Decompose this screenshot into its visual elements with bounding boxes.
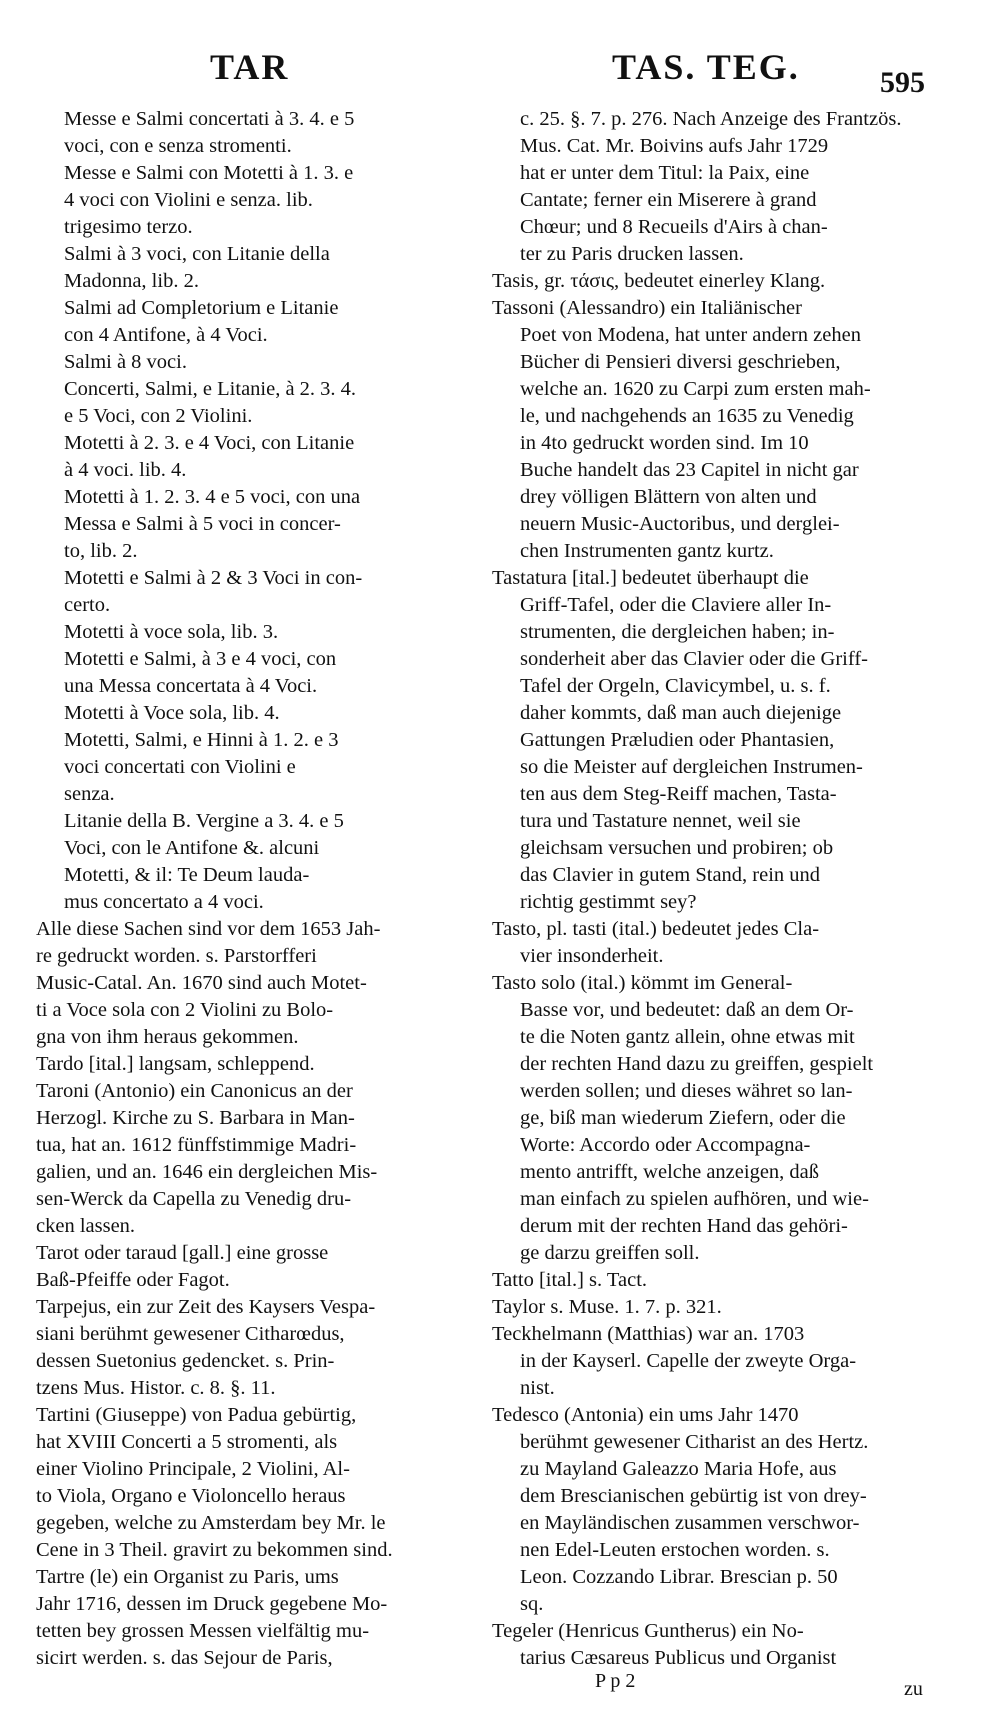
text-line: Jahr 1716, dessen im Druck gegebene Mo-: [36, 1593, 388, 1615]
text-line: mus concertato a 4 voci.: [64, 891, 264, 913]
text-line: Tartini (Giuseppe) von Padua gebürtig,: [36, 1404, 357, 1426]
text-line: Alle diese Sachen sind vor dem 1653 Jah-: [36, 918, 381, 940]
text-line: tua, hat an. 1612 fünffstimmige Madri-: [36, 1134, 357, 1156]
text-line: senza.: [64, 783, 115, 805]
text-line: Gattungen Præludien oder Phantasien,: [520, 729, 835, 751]
text-line: Messe e Salmi con Motetti à 1. 3. e: [64, 162, 354, 184]
text-line: Bücher di Pensieri diversi geschrieben,: [520, 351, 841, 373]
text-line: Mus. Cat. Mr. Boivins aufs Jahr 1729: [520, 135, 829, 157]
text-line: Tassoni (Alessandro) ein Italiänischer: [492, 297, 802, 319]
text-line: te die Noten gantz allein, ohne etwas mit: [520, 1026, 855, 1048]
text-line: Salmi à 3 voci, con Litanie della: [64, 243, 330, 265]
text-line: c. 25. §. 7. p. 276. Nach Anzeige des Frantzös.: [520, 108, 902, 130]
text-line: siani berühmt gewesener Citharœdus,: [36, 1323, 345, 1345]
text-line: Tegeler (Henricus Guntherus) ein No-: [492, 1620, 804, 1642]
text-line: re gedruckt worden. s. Parstorfferi: [36, 945, 317, 967]
text-line: Tedesco (Antonia) ein ums Jahr 1470: [492, 1404, 799, 1426]
text-line: chen Instrumenten gantz kurtz.: [520, 540, 774, 562]
text-line: vier insonderheit.: [520, 945, 664, 967]
text-line: Basse vor, und bedeutet: daß an dem Or-: [520, 999, 854, 1021]
text-line: sq.: [520, 1593, 544, 1615]
text-line: Tardo [ital.] langsam, schleppend.: [36, 1053, 315, 1075]
text-line: Taroni (Antonio) ein Canonicus an der: [36, 1080, 353, 1102]
text-line: in der Kayserl. Capelle der zweyte Orga-: [520, 1350, 857, 1372]
text-line: Tarpejus, ein zur Zeit des Kaysers Vespa-: [36, 1296, 376, 1318]
text-line: nist.: [520, 1377, 555, 1399]
text-line: Baß-Pfeiffe oder Fagot.: [36, 1269, 230, 1291]
text-line: mento antrifft, welche anzeigen, daß: [520, 1161, 820, 1183]
text-line: con 4 Antifone, à 4 Voci.: [64, 324, 268, 346]
text-line: Tafel der Orgeln, Clavicymbel, u. s. f.: [520, 675, 831, 697]
text-line: richtig gestimmt sey?: [520, 891, 697, 913]
text-line: Messe e Salmi concertati à 3. 4. e 5: [64, 108, 355, 130]
text-line: Salmi à 8 voci.: [64, 351, 187, 373]
text-line: dem Brescianischen gebürtig ist von drey-: [520, 1485, 867, 1507]
text-line: Motetti à voce sola, lib. 3.: [64, 621, 279, 643]
text-line: man einfach zu spielen aufhören, und wie-: [520, 1188, 869, 1210]
text-line: le, und nachgehends an 1635 zu Venedig: [520, 405, 854, 427]
text-line: galien, und an. 1646 ein dergleichen Mis-: [36, 1161, 378, 1183]
text-line: Motetti à Voce sola, lib. 4.: [64, 702, 280, 724]
text-line: Motetti, Salmi, e Hinni à 1. 2. e 3: [64, 729, 339, 751]
text-line: dessen Suetonius gedencket. s. Prin-: [36, 1350, 335, 1372]
text-line: drey völligen Blättern von alten und: [520, 486, 817, 508]
text-line: gna von ihm heraus gekommen.: [36, 1026, 299, 1048]
text-line: Litanie della B. Vergine a 3. 4. e 5: [64, 810, 344, 832]
text-line: Worte: Accordo oder Accompagna-: [520, 1134, 811, 1156]
text-line: Messa e Salmi à 5 voci in concer-: [64, 513, 341, 535]
text-line: Tarot oder taraud [gall.] eine grosse: [36, 1242, 329, 1264]
text-line: Taylor s. Muse. 1. 7. p. 321.: [492, 1296, 722, 1318]
text-line: Chœur; und 8 Recueils d'Airs à chan-: [520, 216, 828, 238]
text-line: voci concertati con Violini e: [64, 756, 296, 778]
text-line: sicirt werden. s. das Sejour de Paris,: [36, 1647, 333, 1669]
text-line: einer Violino Principale, 2 Violini, Al-: [36, 1458, 350, 1480]
text-line: ge darzu greiffen soll.: [520, 1242, 700, 1264]
text-line: Concerti, Salmi, e Litanie, à 2. 3. 4.: [64, 378, 357, 400]
text-line: strumenten, die dergleichen haben; in-: [520, 621, 835, 643]
text-line: ge, biß man wiederum Ziefern, oder die: [520, 1107, 846, 1129]
text-line: en Mayländischen zusammen verschwor-: [520, 1512, 860, 1534]
right-column: [492, 106, 932, 1672]
text-line: daher kommts, daß man auch diejenige: [520, 702, 842, 724]
text-line: to Viola, Organo e Violoncello heraus: [36, 1485, 346, 1507]
text-line: Tartre (le) ein Organist zu Paris, ums: [36, 1566, 339, 1588]
text-line: voci, con e senza stromenti.: [64, 135, 292, 157]
text-line: Tasis, gr. τάσις, bedeutet einerley Klang.: [492, 270, 826, 292]
text-line: in 4to gedruckt worden sind. Im 10: [520, 432, 809, 454]
text-line: cken lassen.: [36, 1215, 136, 1237]
text-line: zu Mayland Galeazzo Maria Hofe, aus: [520, 1458, 837, 1480]
text-line: nen Edel-Leuten erstochen worden. s.: [520, 1539, 830, 1561]
text-line: tzens Mus. Histor. c. 8. §. 11.: [36, 1377, 276, 1399]
text-line: Voci, con le Antifone &. alcuni: [64, 837, 320, 859]
text-line: Leon. Cozzando Librar. Brescian p. 50: [520, 1566, 838, 1588]
text-line: Motetti à 2. 3. e 4 Voci, con Litanie: [64, 432, 355, 454]
text-line: e 5 Voci, con 2 Violini.: [64, 405, 253, 427]
text-line: una Messa concertata à 4 Voci.: [64, 675, 318, 697]
text-line: tarius Cæsareus Publicus und Organist: [520, 1647, 837, 1669]
text-line: 4 voci con Violini e senza. lib.: [64, 189, 313, 211]
text-line: hat XVIII Concerti a 5 stromenti, als: [36, 1431, 338, 1453]
text-line: Music-Catal. An. 1670 sind auch Motet-: [36, 972, 367, 994]
text-line: werden sollen; und dieses währet so lan-: [520, 1080, 853, 1102]
page-number: 595: [880, 66, 925, 99]
text-line: Cene in 3 Theil. gravirt zu bekommen sind.: [36, 1539, 393, 1561]
text-line: Motetti, & il: Te Deum lauda-: [64, 864, 310, 886]
text-line: das Clavier in gutem Stand, rein und: [520, 864, 821, 886]
text-line: Cantate; ferner ein Miserere à grand: [520, 189, 817, 211]
text-line: Motetti e Salmi à 2 & 3 Voci in con-: [64, 567, 363, 589]
running-head-left: TAR: [210, 47, 290, 87]
text-line: ten aus dem Steg-Reiff machen, Tasta-: [520, 783, 837, 805]
left-column: [36, 106, 466, 1672]
text-line: gegeben, welche zu Amsterdam bey Mr. le: [36, 1512, 386, 1534]
text-line: to, lib. 2.: [64, 540, 138, 562]
text-line: Madonna, lib. 2.: [64, 270, 199, 292]
text-line: tetten bey grossen Messen vielfältig mu-: [36, 1620, 370, 1642]
text-line: hat er unter dem Titul: la Paix, eine: [520, 162, 810, 184]
text-line: Herzogl. Kirche zu S. Barbara in Man-: [36, 1107, 355, 1129]
text-line: ti a Voce sola con 2 Violini zu Bolo-: [36, 999, 334, 1021]
text-line: gleichsam versuchen und probiren; ob: [520, 837, 834, 859]
text-line: der rechten Hand dazu zu greiffen, gespielt: [520, 1053, 874, 1075]
text-line: Motetti à 1. 2. 3. 4 e 5 voci, con una: [64, 486, 361, 508]
text-line: Tasto solo (ital.) kömmt im General-: [492, 972, 793, 994]
catchword: zu: [904, 1678, 923, 1700]
text-line: certo.: [64, 594, 111, 616]
text-line: sen-Werck da Capella zu Venedig dru-: [36, 1188, 352, 1210]
text-line: Griff-Tafel, oder die Claviere aller In-: [520, 594, 832, 616]
text-line: so die Meister auf dergleichen Instrumen-: [520, 756, 863, 778]
text-line: sonderheit aber das Clavier oder die Griff-: [520, 648, 868, 670]
text-line: Motetti e Salmi, à 3 e 4 voci, con: [64, 648, 337, 670]
text-line: neuern Music-Auctoribus, und derglei-: [520, 513, 840, 535]
text-line: à 4 voci. lib. 4.: [64, 459, 187, 481]
text-line: Poet von Modena, hat unter andern zehen: [520, 324, 861, 346]
text-line: welche an. 1620 zu Carpi zum ersten mah-: [520, 378, 871, 400]
text-line: Salmi ad Completorium e Litanie: [64, 297, 339, 319]
text-line: trigesimo terzo.: [64, 216, 193, 238]
text-line: derum mit der rechten Hand das gehöri-: [520, 1215, 848, 1237]
text-line: Tatto [ital.] s. Tact.: [492, 1269, 648, 1291]
text-line: Buche handelt das 23 Capitel in nicht gar: [520, 459, 859, 481]
text-line: Tastatura [ital.] bedeutet überhaupt die: [492, 567, 809, 589]
text-line: tura und Tastature nennet, weil sie: [520, 810, 801, 832]
text-line: Teckhelmann (Matthias) war an. 1703: [492, 1323, 805, 1345]
text-line: ter zu Paris drucken lassen.: [520, 243, 744, 265]
text-line: Tasto, pl. tasti (ital.) bedeutet jedes Cla-: [492, 918, 820, 940]
text-line: berühmt gewesener Citharist an des Hertz.: [520, 1431, 869, 1453]
signature-mark: P p 2: [595, 1670, 636, 1692]
running-head-right: TAS. TEG.: [612, 47, 800, 87]
